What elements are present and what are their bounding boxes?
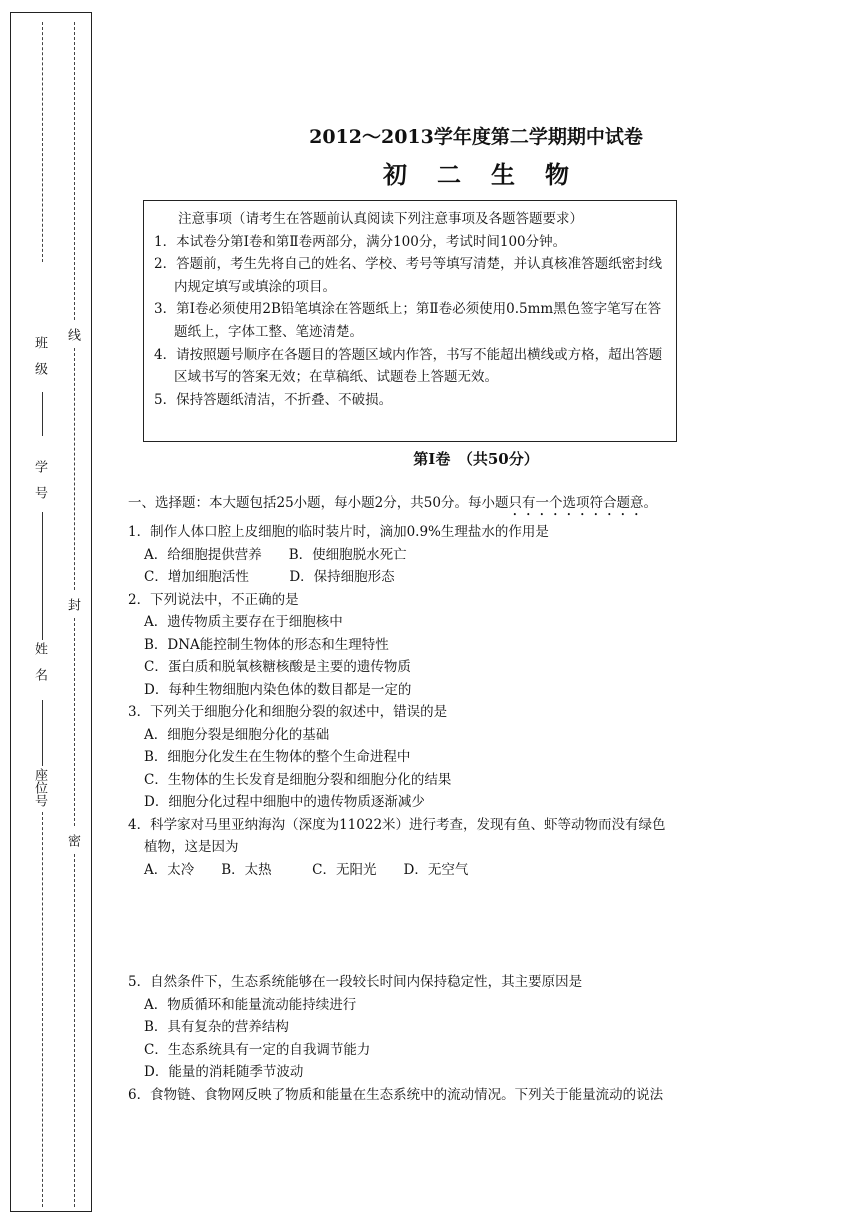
seal-dash-1 bbox=[74, 22, 75, 320]
option: C．蛋白质和脱氧核糖核酸是主要的遗传物质 bbox=[144, 659, 411, 675]
notice-item: 5．保持答题纸清洁，不折叠、不破损。 bbox=[154, 391, 393, 408]
option: C．生物体的生长发育是细胞分裂和细胞分化的结果 bbox=[144, 771, 452, 788]
question-stem-cont: 植物，这是因为 bbox=[144, 839, 239, 855]
seat-label: 座位号 bbox=[32, 768, 47, 807]
instruction-main: 一、选择题：本大题包括25小题，每小题2分，共50分。每小题 bbox=[128, 495, 509, 511]
instruction-emphasis: 只有一个选项符合题意 bbox=[508, 495, 644, 511]
question-stem: 1．制作人体口腔上皮细胞的临时装片时，滴加0.9%生理盐水的作用是 bbox=[128, 524, 549, 540]
seal-mi: 密 bbox=[65, 834, 80, 847]
seal-dash-4 bbox=[74, 854, 75, 1207]
name-fill-line bbox=[42, 512, 43, 640]
option-row: A．太冷 B．太热 C．无阳光 D．无空气 bbox=[144, 861, 469, 878]
option: D．能量的消耗随季节波动 bbox=[144, 1064, 304, 1080]
notice-heading: 注意事项（请考生在答题前认真阅读下列注意事项及各题答题要求） bbox=[178, 211, 583, 227]
option: B．具有复杂的营养结构 bbox=[144, 1019, 289, 1035]
option: A．细胞分裂是细胞分化的基础 bbox=[144, 726, 330, 743]
notice-item: 1．本试卷分第Ⅰ卷和第Ⅱ卷两部分，满分100分，考试时间100分钟。 bbox=[154, 233, 567, 250]
option: B．DNA能控制生物体的形态和生理特性 bbox=[144, 636, 389, 653]
exam-subtitle: 初二生物 bbox=[383, 160, 599, 189]
seal-feng: 封 bbox=[65, 598, 80, 611]
seat-fill-line bbox=[42, 700, 43, 766]
question-stem: 2．下列说法中，不正确的是 bbox=[128, 591, 299, 608]
binding-margin bbox=[10, 12, 92, 1212]
question-stem: 6．食物链、食物网反映了物质和能量在生态系统中的流动情况。下列关于能量流动的说法 bbox=[128, 1086, 664, 1103]
exam-title: 2012～2013学年度第二学期期中试卷 bbox=[309, 126, 643, 148]
option: D．细胞分化过程中细胞中的遗传物质逐渐减少 bbox=[144, 794, 425, 810]
option: A．遗传物质主要存在于细胞核中 bbox=[144, 614, 343, 630]
option: C．生态系统具有一定的自我调节能力 bbox=[144, 1041, 371, 1058]
questions-block-1 bbox=[128, 521, 738, 881]
margin-dash-top bbox=[42, 22, 43, 262]
option: A．物质循环和能量流动能持续进行 bbox=[144, 996, 357, 1013]
number-label: 学 号 bbox=[32, 460, 47, 499]
question-stem: 4．科学家对马里亚纳海沟（深度为11022米）进行考查，发现有鱼、虾等动物而没有绿色 bbox=[128, 816, 666, 833]
option: D．每种生物细胞内染色体的数目都是一定的 bbox=[144, 681, 412, 698]
seal-dash-2 bbox=[74, 348, 75, 590]
name-label: 姓 名 bbox=[32, 642, 47, 681]
class-label: 班 级 bbox=[32, 336, 47, 375]
instruction-end: 。 bbox=[643, 495, 657, 511]
option: B．细胞分化发生在生物体的整个生命进程中 bbox=[144, 749, 411, 765]
question-stem: 5．自然条件下，生态系统能够在一段较长时间内保持稳定性，其主要原因是 bbox=[128, 974, 583, 990]
notice-item: 2．答题前，考生先将自己的姓名、学校、考号等填写清楚，并认真核准答题纸密封线内规定填写或填涂的项目。 bbox=[154, 256, 663, 295]
margin-dash-bottom bbox=[42, 812, 43, 1207]
number-fill-line bbox=[42, 392, 43, 436]
section-instruction bbox=[128, 492, 738, 519]
question-stem: 3．下列关于细胞分化和细胞分裂的叙述中，错误的是 bbox=[128, 704, 448, 720]
section-heading: 第Ⅰ卷 （共50分） bbox=[413, 450, 539, 468]
questions-block-2 bbox=[128, 971, 738, 1106]
option-row: C．增加细胞活性 D．保持细胞形态 bbox=[144, 569, 395, 585]
seal-dash-3 bbox=[74, 618, 75, 826]
notice-item: 4．请按照题号顺序在各题目的答题区域内作答，书写不能超出横线或方格，超出答题区域书写的答案无效；在草稿纸、试题卷上答题无效。 bbox=[154, 346, 663, 386]
option-row: A．给细胞提供营养 B．使细胞脱水死亡 bbox=[144, 546, 407, 563]
notice-box bbox=[143, 200, 677, 442]
notice-item: 3．第Ⅰ卷必须使用2B铅笔填涂在答题纸上；第Ⅱ卷必须使用0.5mm黑色签字笔写在答题纸上，字体工整、笔迹清楚。 bbox=[154, 301, 662, 340]
seal-xian: 线 bbox=[65, 328, 80, 341]
